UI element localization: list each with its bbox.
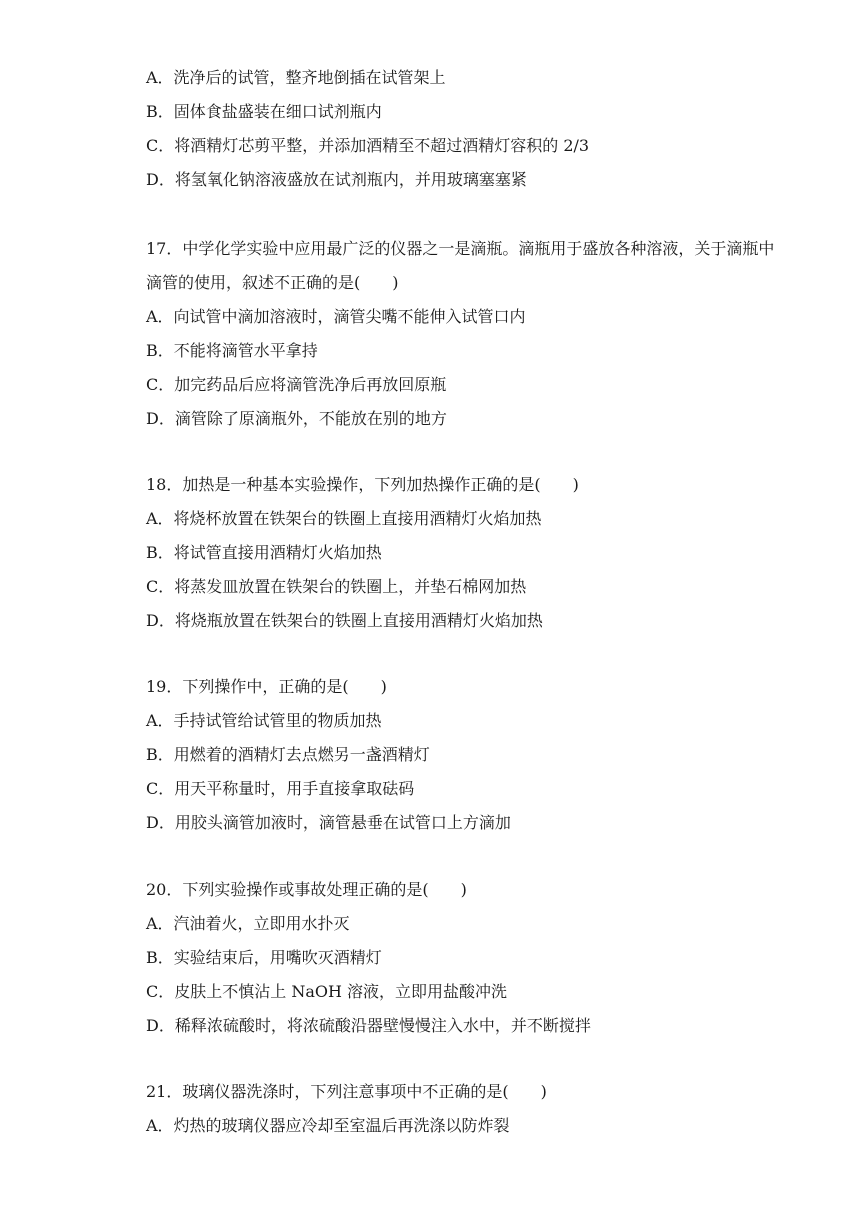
question-17 [146,232,836,436]
option-b: B．实验结束后，用嘴吹灭酒精灯 [146,948,382,967]
option-a: A．手持试管给试管里的物质加热 [146,711,382,730]
question-19 [146,670,836,840]
question-stem: 18．加热是一种基本实验操作，下列加热操作正确的是( ) [146,475,579,494]
question-18 [146,468,836,638]
option-d: D．稀释浓硫酸时，将浓硫酸沿器壁慢慢注入水中，并不断搅拌 [146,1016,591,1035]
option-a: A．洗净后的试管，整齐地倒插在试管架上 [146,68,446,87]
question-stem: 20．下列实验操作或事故处理正确的是( ) [146,880,467,899]
option-d: D．滴管除了原滴瓶外，不能放在别的地方 [146,409,447,428]
question-stem: 17．中学化学实验中应用最广泛的仪器之一是滴瓶。滴瓶用于盛放各种溶液，关于滴瓶中 [146,239,775,258]
question-stem-cont: 滴管的使用，叙述不正确的是( ) [146,273,399,292]
option-c: C．将酒精灯芯剪平整，并添加酒精至不超过酒精灯容积的 2/3 [146,136,590,155]
option-d: D．将氢氧化钠溶液盛放在试剂瓶内，并用玻璃塞塞紧 [146,170,527,189]
question-stem: 19．下列操作中，正确的是( ) [146,677,387,696]
question-21 [146,1075,836,1143]
question-16 [146,61,836,197]
option-a: A．将烧杯放置在铁架台的铁圈上直接用酒精灯火焰加热 [146,509,542,528]
option-c: C．加完药品后应将滴管洗净后再放回原瓶 [146,375,447,394]
option-a: A．汽油着火，立即用水扑灭 [146,914,350,933]
option-b: B．固体食盐盛装在细口试剂瓶内 [146,102,382,121]
option-c: C．用天平称量时，用手直接拿取砝码 [146,779,415,798]
option-d: D．用胶头滴管加液时，滴管悬垂在试管口上方滴加 [146,813,511,832]
option-c: C．皮肤上不慎沾上 NaOH 溶液，立即用盐酸冲洗 [146,982,508,1001]
option-b: B．用燃着的酒精灯去点燃另一盏酒精灯 [146,745,430,764]
option-b: B．不能将滴管水平拿持 [146,341,318,360]
option-d: D．将烧瓶放置在铁架台的铁圈上直接用酒精灯火焰加热 [146,611,543,630]
option-c: C．将蒸发皿放置在铁架台的铁圈上，并垫石棉网加热 [146,577,527,596]
option-b: B．将试管直接用酒精灯火焰加热 [146,543,382,562]
option-a: A．向试管中滴加溶液时，滴管尖嘴不能伸入试管口内 [146,307,526,326]
question-stem: 21．玻璃仪器洗涤时，下列注意事项中不正确的是( ) [146,1082,547,1101]
question-20 [146,873,836,1043]
option-a: A．灼热的玻璃仪器应冷却至室温后再洗涤以防炸裂 [146,1116,510,1135]
